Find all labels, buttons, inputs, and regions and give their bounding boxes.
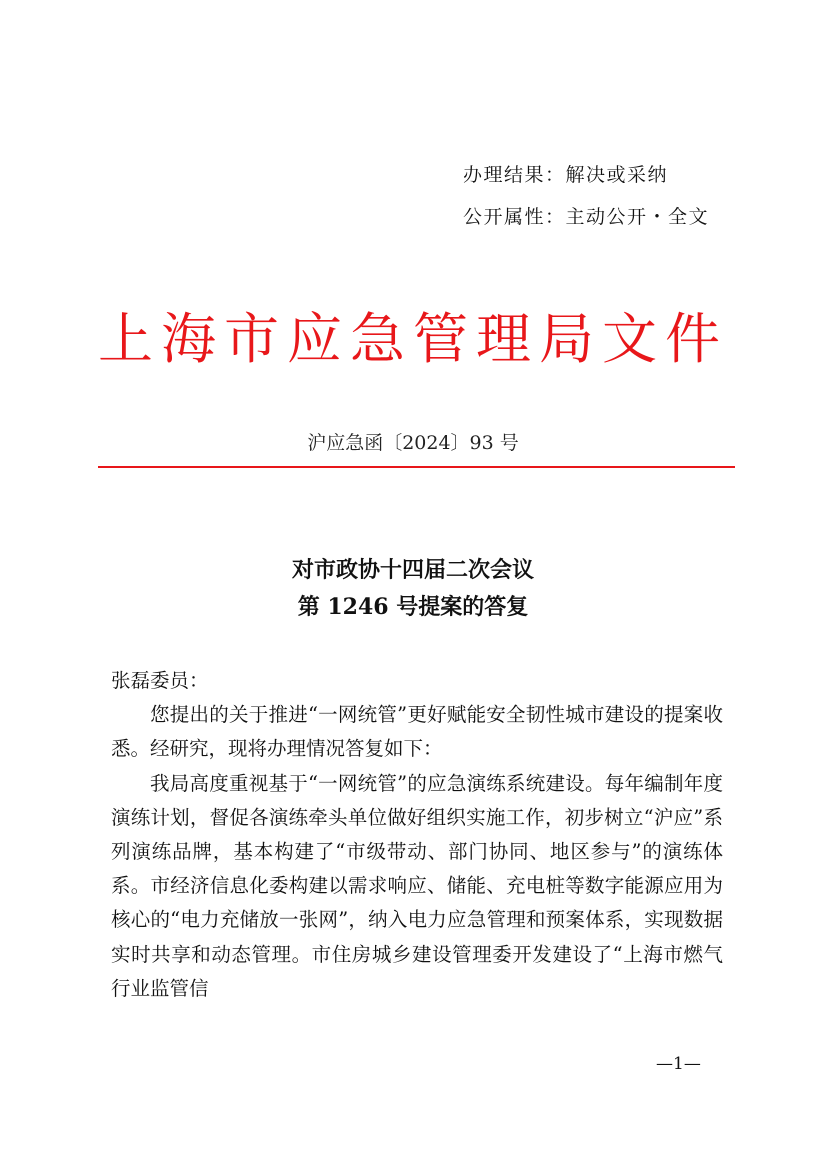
- salutation: 张磊委员：: [111, 669, 209, 692]
- masthead-title: 上海市应急管理局文件: [97, 307, 728, 371]
- document-number: 沪应急函〔2024〕93 号: [307, 432, 519, 454]
- paragraph: 您提出的关于推进“一网统管”更好赋能安全韧性城市建设的提案收悉。经研究，现将办理情况答复如下：: [111, 703, 723, 761]
- paragraph: 我局高度重视基于“一网统管”的应急演练系统建设。每年编制年度演练计划，督促各演练牵头单位做好组织实施工作，初步树立“沪应”系列演练品牌，基本构建了“市级带动、部门协同、地区参与”的演练体系。市经济信息化委构建以需求响应、储能、充电桩等数字能源应用为核心的“电力充储放一张网”，纳入电力应急管理和预案体系，实现数据实时共享和动态管理。市住房城乡建设管理委开发建设了“上海市燃气行业监管信: [111, 771, 723, 1000]
- handling-result: 办理结果：解决或采纳: [463, 164, 669, 186]
- document-body: [111, 664, 723, 1006]
- document-title-line-1: 对市政协十四届二次会议: [291, 557, 534, 583]
- disclosure-attribute: 公开属性：主动公开・全文: [463, 206, 710, 228]
- document-title-line-2: 第 1246 号提案的答复: [297, 594, 529, 620]
- red-divider: [98, 466, 735, 468]
- page-number: —1—: [656, 1054, 701, 1074]
